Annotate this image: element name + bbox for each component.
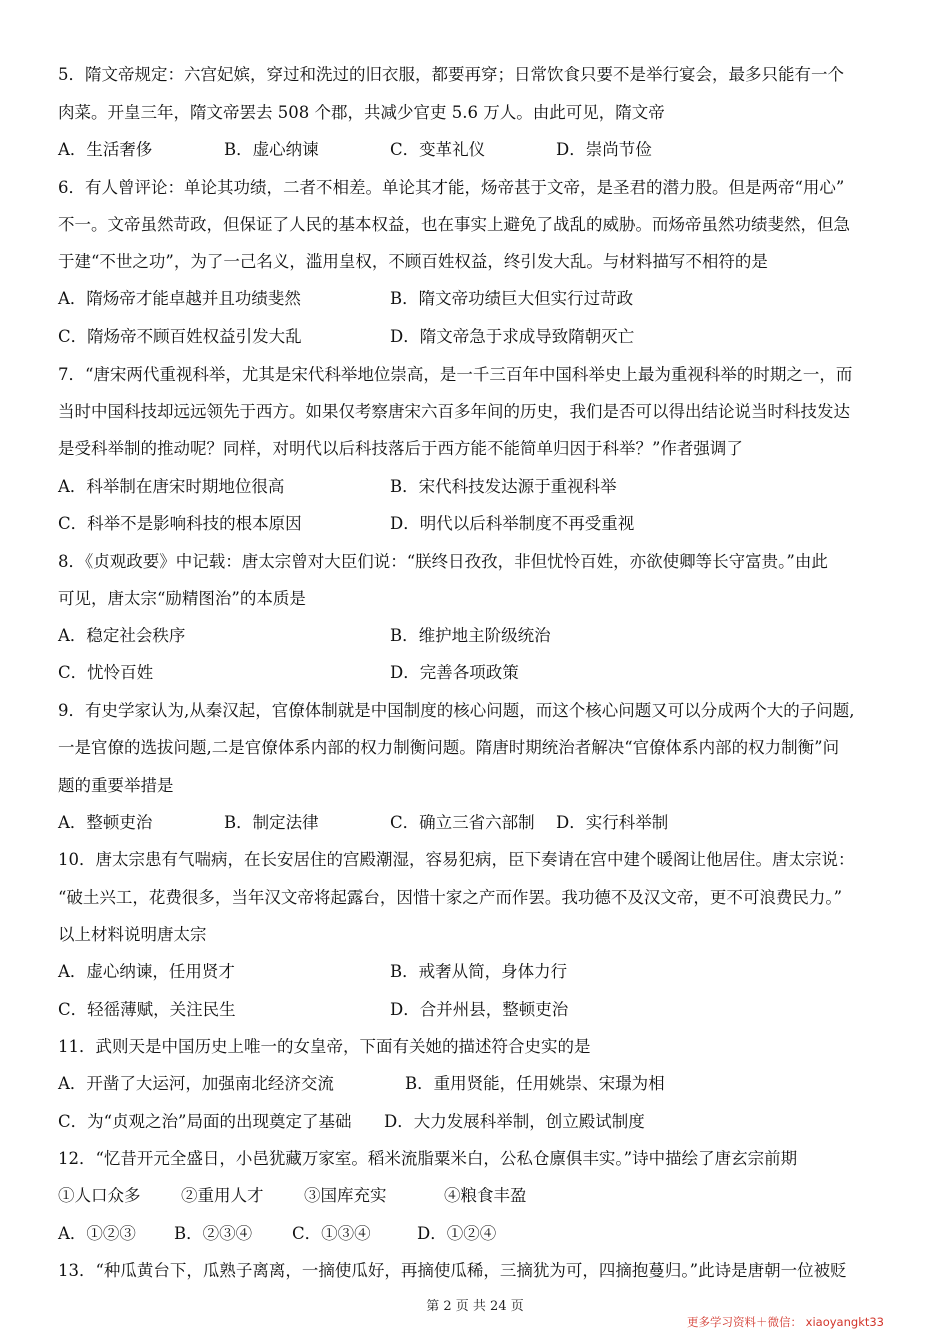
question-5-option-a: A．生活奢侈 bbox=[58, 140, 153, 159]
question-12-item-2: ②重用人才 bbox=[181, 1186, 264, 1205]
question-9-option-c: C．确立三省六部制 bbox=[390, 813, 535, 832]
question-11-line-1: 11．武则天是中国历史上唯一的女皇帝，下面有关她的描述符合史实的是 bbox=[58, 1037, 591, 1056]
question-9-option-a: A．整顿吏治 bbox=[58, 813, 153, 832]
question-6-option-c: C．隋炀帝不顾百姓权益引发大乱 bbox=[58, 327, 302, 346]
question-7-option-d: D．明代以后科举制度不再受重视 bbox=[390, 514, 635, 533]
question-12-item-3: ③国库充实 bbox=[304, 1186, 387, 1205]
question-9-line-1: 9．有史学家认为,从秦汉起，官僚体制就是中国制度的核心问题，而这个核心问题又可以分成两个大的子问题, bbox=[58, 701, 855, 720]
watermark-text: 更多学习资料＋微信： xiaoyangkt33 bbox=[687, 1315, 884, 1329]
page-number-footer: 第 2 页 共 24 页 bbox=[426, 1299, 524, 1314]
question-5-line-1: 5．隋文帝规定：六宫妃嫔，穿过和洗过的旧衣服，都要再穿；日常饮食只要不是举行宴会，最多只能有一个 bbox=[58, 65, 844, 84]
question-8-option-a: A．稳定社会秩序 bbox=[58, 626, 186, 645]
question-10-line-2: “破土兴工，花费很多，当年汉文帝将起露台，因惜十家之产而作罢。我功德不及汉文帝，更不可浪费民力。” bbox=[58, 888, 843, 907]
question-9-line-2: 一是官僚的选拔问题,二是官僚体系内部的权力制衡问题。隋唐时期统治者解决“官僚体系内部的权力制衡”问 bbox=[58, 738, 840, 757]
question-7-line-1: 7．“唐宋两代重视科举，尤其是宋代科举地位崇高，是一千三百年中国科举史上最为重视科举的时期之一，而 bbox=[58, 365, 853, 384]
question-10-option-c: C．轻徭薄赋，关注民生 bbox=[58, 1000, 236, 1019]
question-11-option-d: D．大力发展科举制，创立殿试制度 bbox=[384, 1112, 645, 1131]
question-7-option-a: A．科举制在唐宋时期地位很高 bbox=[58, 477, 285, 496]
question-10-option-b: B．戒奢从简，身体力行 bbox=[390, 962, 568, 981]
question-8-line-2: 可见，唐太宗“励精图治”的本质是 bbox=[58, 589, 306, 608]
question-7-option-b: B．宋代科技发达源于重视科举 bbox=[390, 477, 617, 496]
question-13-line-1: 13．“种瓜黄台下，瓜熟子离离，一摘使瓜好，再摘使瓜稀，三摘犹为可，四摘抱蔓归。”此诗是唐朝一位被贬 bbox=[58, 1261, 847, 1280]
question-7-line-2: 当时中国科技却远远领先于西方。如果仅考察唐宋六百多年间的历史，我们是否可以得出结论说当时科技发达 bbox=[58, 402, 850, 421]
question-11-option-a: A．开凿了大运河，加强南北经济交流 bbox=[58, 1074, 334, 1093]
question-7-option-c: C．科举不是影响科技的根本原因 bbox=[58, 514, 302, 533]
question-12-option-c: C．①③④ bbox=[292, 1224, 371, 1243]
question-12-item-4: ④粮食丰盈 bbox=[444, 1186, 527, 1205]
question-6-option-d: D．隋文帝急于求成导致隋朝灭亡 bbox=[390, 327, 635, 346]
question-8-option-b: B．维护地主阶级统治 bbox=[390, 626, 551, 645]
question-10-option-d: D．合并州县，整顿吏治 bbox=[390, 1000, 569, 1019]
question-8-line-1: 8．《贞观政要》中记载：唐太宗曾对大臣们说：“朕终日孜孜，非但忧怜百姓，亦欲使卿等长守富贵。”由此 bbox=[58, 552, 828, 571]
question-9-line-3: 题的重要举措是 bbox=[58, 776, 174, 795]
question-11-option-b: B．重用贤能，任用姚崇、宋璟为相 bbox=[405, 1074, 665, 1093]
question-6-option-b: B．隋文帝功绩巨大但实行过苛政 bbox=[390, 289, 634, 308]
question-9-option-b: B．制定法律 bbox=[224, 813, 319, 832]
question-12-option-a: A．①②③ bbox=[58, 1224, 136, 1243]
question-5-option-c: C．变革礼仪 bbox=[390, 140, 486, 159]
question-10-line-1: 10．唐太宗患有气喘病，在长安居住的宫殿潮湿，容易犯病，臣下奏请在宫中建个暖阁让他居住。唐太宗说： bbox=[58, 850, 855, 869]
question-5-line-2: 肉菜。开皇三年，隋文帝罢去 508 个郡，共减少官吏 5.6 万人。由此可见，隋文帝 bbox=[58, 103, 665, 122]
question-12-option-b: B．②③④ bbox=[174, 1224, 253, 1243]
question-12-line-1: 12．“忆昔开元全盛日，小邑犹藏万家室。稻米流脂粟米白，公私仓廪俱丰实。”诗中描绘了唐玄宗前期 bbox=[58, 1149, 798, 1168]
question-5-option-b: B．虚心纳谏 bbox=[224, 140, 319, 159]
question-12-option-d: D．①②④ bbox=[417, 1224, 497, 1243]
question-8-option-d: D．完善各项政策 bbox=[390, 663, 519, 682]
question-6-option-a: A．隋炀帝才能卓越并且功绩斐然 bbox=[58, 289, 301, 308]
question-12-item-1: ①人口众多 bbox=[58, 1186, 141, 1205]
question-6-line-1: 6．有人曾评论：单论其功绩，二者不相差。单论其才能，炀帝甚于文帝，是圣君的潜力股。但是两帝“用心” bbox=[58, 178, 845, 197]
question-10-option-a: A．虚心纳谏，任用贤才 bbox=[58, 962, 235, 981]
question-9-option-d: D．实行科举制 bbox=[556, 813, 669, 832]
question-7-line-3: 是受科举制的推动呢？同样，对明代以后科技落后于西方能不能简单归因于科举？”作者强调了 bbox=[58, 439, 743, 458]
question-6-line-2: 不一。文帝虽然苛政，但保证了人民的基本权益，也在事实上避免了战乱的威胁。而炀帝虽然功绩斐然，但急 bbox=[58, 215, 850, 234]
question-5-option-d: D．崇尚节俭 bbox=[556, 140, 652, 159]
question-11-option-c: C．为“贞观之治”局面的出现奠定了基础 bbox=[58, 1112, 352, 1131]
question-8-option-c: C．忧怜百姓 bbox=[58, 663, 154, 682]
question-10-line-3: 以上材料说明唐太宗 bbox=[58, 925, 207, 944]
question-6-line-3: 于建“不世之功”，为了一己名义，滥用皇权，不顾百姓权益，终引发大乱。与材料描写不相符的是 bbox=[58, 252, 768, 271]
